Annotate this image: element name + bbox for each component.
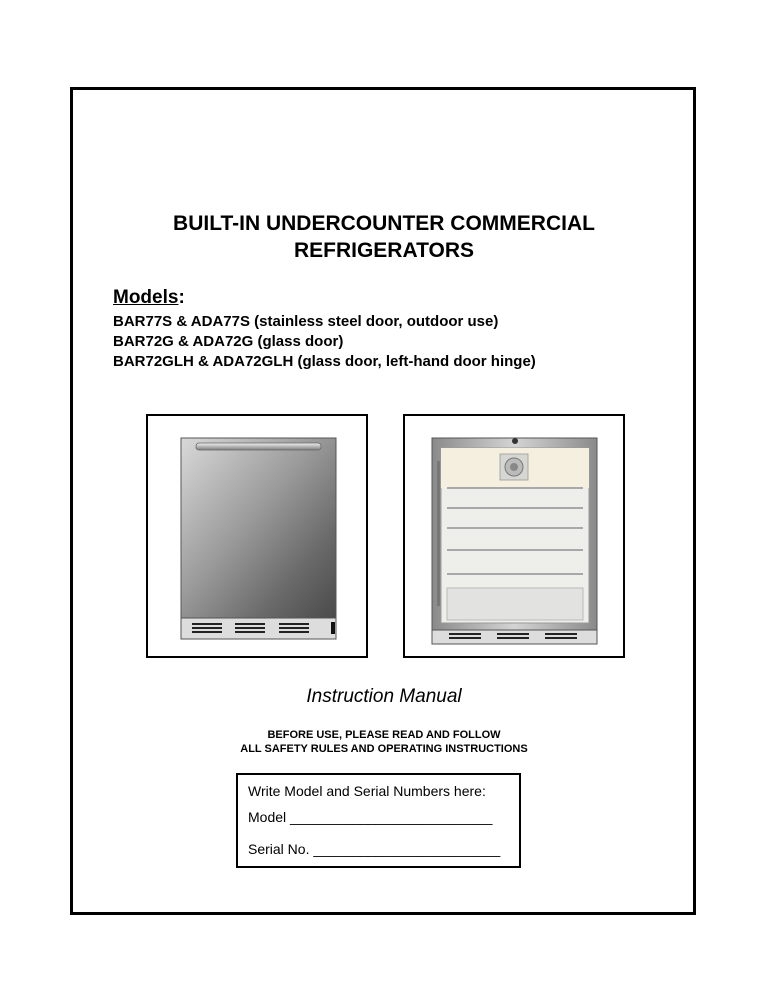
- safety-line-1: BEFORE USE, PLEASE READ AND FOLLOW: [267, 729, 501, 741]
- model-item: BAR72GLH & ADA72GLH (glass door, left-hand door hinge): [113, 353, 536, 370]
- model-item: BAR72G & ADA72G (glass door): [113, 333, 344, 350]
- models-list: [113, 312, 536, 372]
- model-number-line: Model __________________________: [248, 809, 493, 825]
- manual-title: Instruction Manual: [306, 686, 462, 707]
- safety-line-2: ALL SAFETY RULES AND OPERATING INSTRUCTIONS: [240, 743, 528, 755]
- stainless-refrigerator-photo: [146, 414, 368, 658]
- models-heading: [113, 287, 185, 309]
- model-serial-record-box: [236, 773, 521, 868]
- record-box-heading: Write Model and Serial Numbers here:: [248, 783, 486, 799]
- glass-refrigerator-photo: [403, 414, 625, 658]
- glass-refrigerator-illustration: [405, 416, 623, 656]
- title-line-2: REFRIGERATORS: [293, 239, 475, 262]
- model-item: BAR77S & ADA77S (stainless steel door, outdoor use): [113, 313, 499, 330]
- serial-number-line: Serial No. ________________________: [248, 841, 501, 857]
- safety-notice: [0, 728, 768, 756]
- models-heading-colon: :: [178, 287, 185, 308]
- title-line-1: BUILT-IN UNDERCOUNTER COMMERCIAL: [173, 212, 595, 235]
- models-heading-label: Models: [113, 287, 179, 308]
- stainless-refrigerator-illustration: [148, 416, 366, 656]
- document-title: [0, 210, 768, 264]
